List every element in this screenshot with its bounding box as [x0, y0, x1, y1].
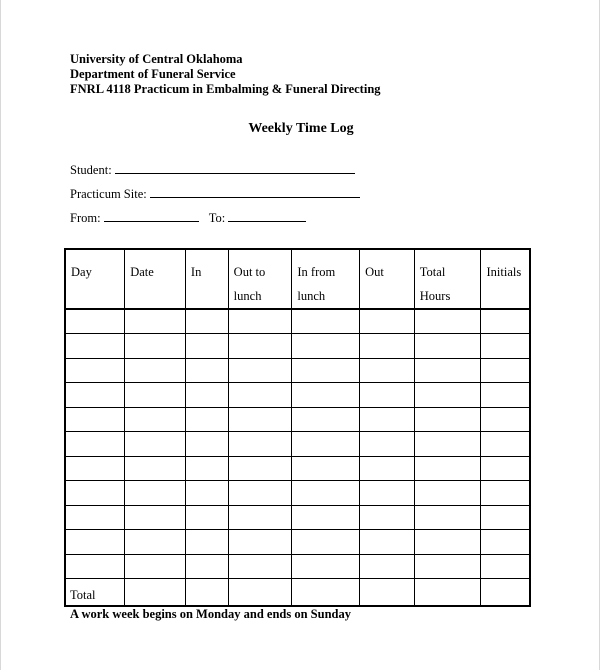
- table-cell[interactable]: [228, 334, 292, 359]
- table-cell[interactable]: [292, 334, 360, 359]
- table-cell[interactable]: [292, 579, 360, 606]
- table-cell[interactable]: [125, 554, 186, 579]
- table-cell[interactable]: [228, 554, 292, 579]
- table-cell[interactable]: [481, 334, 530, 359]
- table-row: [65, 456, 530, 481]
- column-header-day: Day: [65, 249, 125, 309]
- table-cell[interactable]: [360, 407, 415, 432]
- table-cell[interactable]: [414, 579, 481, 606]
- course-name: FNRL 4118 Practicum in Embalming & Funeral Directing: [70, 82, 381, 96]
- table-cell[interactable]: [185, 407, 228, 432]
- table-cell[interactable]: [65, 407, 125, 432]
- table-cell[interactable]: [414, 530, 481, 555]
- from-label: From:: [70, 211, 101, 225]
- total-row: [65, 579, 530, 606]
- table-cell[interactable]: [481, 530, 530, 555]
- footer-note: A work week begins on Monday and ends on Sunday: [70, 607, 351, 621]
- student-input-line[interactable]: [115, 161, 355, 174]
- table-cell[interactable]: [292, 309, 360, 334]
- table-cell[interactable]: [228, 383, 292, 408]
- table-cell[interactable]: [125, 383, 186, 408]
- table-cell[interactable]: [414, 309, 481, 334]
- table-cell[interactable]: [292, 432, 360, 457]
- table-row: [65, 383, 530, 408]
- table-cell[interactable]: [414, 432, 481, 457]
- table-cell[interactable]: [292, 456, 360, 481]
- column-header-in: In: [185, 249, 228, 309]
- table-cell[interactable]: [360, 358, 415, 383]
- table-cell[interactable]: [125, 481, 186, 506]
- table-cell[interactable]: [360, 481, 415, 506]
- table-cell[interactable]: [185, 456, 228, 481]
- table-cell[interactable]: [481, 309, 530, 334]
- table-cell[interactable]: [481, 383, 530, 408]
- from-input-line[interactable]: [104, 209, 199, 222]
- table-cell[interactable]: [125, 530, 186, 555]
- column-header-initials: Initials: [481, 249, 530, 309]
- table-cell[interactable]: [65, 432, 125, 457]
- table-body: [65, 309, 530, 606]
- table-cell[interactable]: [125, 358, 186, 383]
- table-cell[interactable]: [360, 554, 415, 579]
- table-row: [65, 530, 530, 555]
- table-cell[interactable]: [228, 530, 292, 555]
- practicum-site-label: Practicum Site:: [70, 187, 147, 201]
- table-cell[interactable]: [360, 334, 415, 359]
- table-cell[interactable]: [481, 358, 530, 383]
- table-cell[interactable]: [65, 309, 125, 334]
- table-cell[interactable]: [414, 334, 481, 359]
- table-cell[interactable]: [228, 309, 292, 334]
- table-cell[interactable]: [360, 579, 415, 606]
- table-row: [65, 432, 530, 457]
- table-cell[interactable]: [228, 432, 292, 457]
- table-cell[interactable]: [360, 456, 415, 481]
- table-cell[interactable]: [185, 432, 228, 457]
- table-cell[interactable]: [65, 456, 125, 481]
- table-cell[interactable]: [360, 432, 415, 457]
- table-cell[interactable]: [65, 334, 125, 359]
- practicum-site-field: [70, 185, 360, 202]
- table-row: [65, 358, 530, 383]
- student-label: Student:: [70, 163, 112, 177]
- table-header-row: [65, 249, 530, 309]
- table-cell[interactable]: [125, 579, 186, 606]
- to-input-line[interactable]: [228, 209, 306, 222]
- table-cell[interactable]: [65, 554, 125, 579]
- table-cell[interactable]: [185, 481, 228, 506]
- table-cell[interactable]: [292, 530, 360, 555]
- table-cell[interactable]: [125, 456, 186, 481]
- table-cell[interactable]: [185, 579, 228, 606]
- table-cell[interactable]: [481, 407, 530, 432]
- date-range-field: [70, 209, 306, 226]
- table-cell[interactable]: [360, 505, 415, 530]
- student-field: [70, 161, 355, 178]
- document-header: [70, 52, 381, 97]
- table-cell[interactable]: [228, 456, 292, 481]
- table-cell[interactable]: [125, 334, 186, 359]
- table-cell[interactable]: [414, 407, 481, 432]
- table-cell[interactable]: [481, 579, 530, 606]
- table-cell[interactable]: [185, 334, 228, 359]
- practicum-site-input-line[interactable]: [150, 185, 360, 198]
- table-cell[interactable]: [481, 481, 530, 506]
- column-header-date: Date: [125, 249, 186, 309]
- table-cell[interactable]: [185, 505, 228, 530]
- table-cell[interactable]: [228, 505, 292, 530]
- table-cell[interactable]: [185, 554, 228, 579]
- table-cell[interactable]: [228, 358, 292, 383]
- table-cell[interactable]: [414, 554, 481, 579]
- table-cell[interactable]: [481, 554, 530, 579]
- department-name: Department of Funeral Service: [70, 67, 236, 81]
- table-cell[interactable]: [65, 481, 125, 506]
- table-row: [65, 505, 530, 530]
- table-cell[interactable]: [65, 530, 125, 555]
- total-label: Total: [65, 579, 125, 606]
- table-cell[interactable]: [65, 383, 125, 408]
- table-cell[interactable]: [481, 432, 530, 457]
- document-title: Weekly Time Log: [248, 121, 354, 136]
- table-cell[interactable]: [360, 309, 415, 334]
- table-cell[interactable]: [414, 456, 481, 481]
- table-row: [65, 407, 530, 432]
- table-cell[interactable]: [292, 554, 360, 579]
- table-cell[interactable]: [185, 309, 228, 334]
- column-header-out: Out: [360, 249, 415, 309]
- table-cell[interactable]: [185, 530, 228, 555]
- table-cell[interactable]: [292, 505, 360, 530]
- table-row: [65, 481, 530, 506]
- column-header-out-to-lunch: Out to lunch: [228, 249, 292, 309]
- table-cell[interactable]: [228, 579, 292, 606]
- to-label: To:: [208, 211, 226, 225]
- table-cell[interactable]: [125, 505, 186, 530]
- table-row: [65, 309, 530, 334]
- table-cell[interactable]: [125, 432, 186, 457]
- column-header-in-from-lunch: In from lunch: [292, 249, 360, 309]
- table-cell[interactable]: [125, 309, 186, 334]
- table-row: [65, 334, 530, 359]
- table-cell[interactable]: [292, 407, 360, 432]
- table-cell[interactable]: [292, 358, 360, 383]
- table-cell[interactable]: [292, 481, 360, 506]
- column-header-total-hours: Total Hours: [414, 249, 481, 309]
- table-cell[interactable]: [414, 358, 481, 383]
- table-row: [65, 554, 530, 579]
- table-cell[interactable]: [414, 505, 481, 530]
- time-log-table: [64, 248, 531, 607]
- table-cell[interactable]: [414, 481, 481, 506]
- table-cell[interactable]: [481, 456, 530, 481]
- table-cell[interactable]: [65, 505, 125, 530]
- table-cell[interactable]: [292, 383, 360, 408]
- table-cell[interactable]: [360, 383, 415, 408]
- table-cell[interactable]: [125, 407, 186, 432]
- table-cell[interactable]: [414, 383, 481, 408]
- table-cell[interactable]: [360, 530, 415, 555]
- table-cell[interactable]: [228, 407, 292, 432]
- table-cell[interactable]: [65, 358, 125, 383]
- table-cell[interactable]: [481, 505, 530, 530]
- table-cell[interactable]: [185, 383, 228, 408]
- table-cell[interactable]: [185, 358, 228, 383]
- table-cell[interactable]: [228, 481, 292, 506]
- university-name: University of Central Oklahoma: [70, 52, 243, 66]
